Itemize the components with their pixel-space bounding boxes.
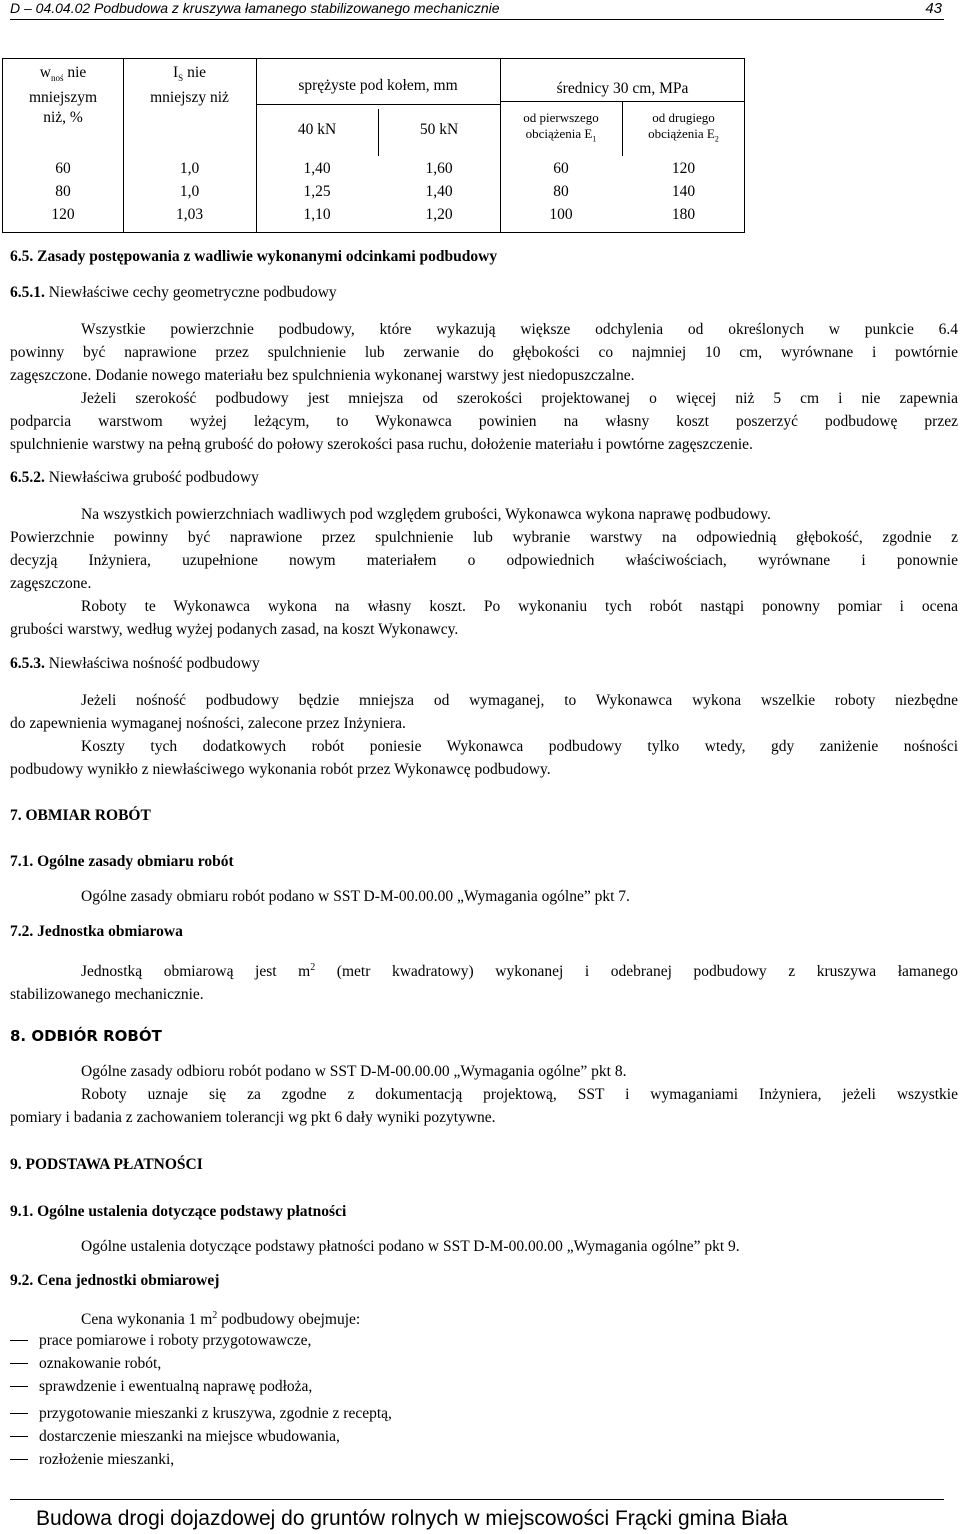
list-item xyxy=(10,1353,161,1375)
subsection-title: Niewłaściwe cechy geometryczne podbudowy xyxy=(44,284,337,301)
running-footer: Budowa drogi dojazdowej do gruntów rolnych w miejscowości Frącki gmina Biała xyxy=(36,1507,788,1530)
table-cell: 60 xyxy=(553,160,569,177)
table-cell: 180 xyxy=(671,206,696,223)
paragraph-line: Roboty uznaje się za zgodne z dokumentacją projektową, SST i wymaganiami Inżyniera, jeżeli wszystkie xyxy=(81,1086,958,1103)
table-cell: 1,40 xyxy=(303,160,331,177)
paragraph: Ogólne ustalenia dotyczące podstawy płatności podano w SST D-M-00.00.00 „Wymagania ogólne” pkt 9. xyxy=(81,1238,740,1255)
table-cell: 80 xyxy=(55,183,71,200)
paragraph-line: Powierzchnie powinny być naprawione przez spulchnienie lub wybranie warstwy na odpowiednią głębokość, zgodnie z xyxy=(10,529,958,546)
text-run: podbudowy obejmuje: xyxy=(217,1311,361,1329)
header-text: od pierwszego xyxy=(523,110,599,125)
table-cell: 1,60 xyxy=(425,160,453,177)
subsection-number: 6.5.1. xyxy=(10,284,45,301)
table-cell: 1,10 xyxy=(303,206,331,223)
table-cell: 140 xyxy=(671,183,696,200)
paragraph xyxy=(10,735,958,781)
header-text: obciążenia E xyxy=(525,126,593,141)
table-cell: 1,40 xyxy=(425,183,453,200)
table-cell: 1,25 xyxy=(303,183,331,200)
header-text: niż, % xyxy=(43,109,83,127)
paragraph-line: Koszty tych dodatkowych robót poniesie Wykonawca podbudowy tylko wtedy, gdy zaniżenie nośności xyxy=(81,738,958,755)
paragraph-line: Ogólne zasady odbioru robót podano w SST D-M-00.00.00 „Wymagania ogólne” pkt 8. xyxy=(81,1063,627,1080)
list-item-text: sprawdzenie i ewentualną naprawę podłoża, xyxy=(39,1378,313,1395)
dash-bullet xyxy=(10,1340,28,1341)
list-item xyxy=(10,1403,392,1425)
subsection-number: 6.5.3. xyxy=(10,655,45,672)
list-item-text: oznakowanie robót, xyxy=(39,1355,162,1372)
paragraph-line: Na wszystkich powierzchniach wadliwych pod względem grubości, Wykonawca wykona naprawę podbudowy. xyxy=(81,506,771,523)
header-srednicy: średnicy 30 cm, MPa xyxy=(556,80,689,97)
dash-bullet xyxy=(10,1386,28,1387)
list-item xyxy=(10,1330,311,1352)
dash-bullet xyxy=(10,1459,28,1460)
table-row-divider xyxy=(256,104,500,105)
section-heading: 6.5. Zasady postępowania z wadliwie wykonanymi odcinkami podbudowy xyxy=(10,248,498,265)
paragraph-line: podbudowy wynikło z niewłaściwego wykonania robót przez Wykonawcę podbudowy. xyxy=(10,761,551,778)
paragraph-line: grubości warstwy, według wyżej podanych zasad, na koszt Wykonawcy. xyxy=(10,621,459,638)
chapter-heading: 8. ODBIÓR ROBÓT xyxy=(10,1027,162,1045)
subsection-heading xyxy=(10,467,259,490)
paragraph-line: spulchnienie warstwy na pełną grubość do połowy szerokości pasa ruchu, dołożenie materiału i powtórne zagęszczenie. xyxy=(10,436,753,453)
text-run: Cena wykonania 1 m xyxy=(81,1311,213,1329)
paragraph-line: decyzją Inżyniera, uzupełnione nowym materiałem o odpowiednich właściwościach, wyrównane i ponownie xyxy=(10,552,958,569)
table-cell: 1,20 xyxy=(425,206,453,223)
paragraph-line: zagęszczone. Dodanie nowego materiału bez spulchnienia wykonanej warstwy jest niedopuszczalne. xyxy=(10,367,635,384)
header-wnos xyxy=(3,63,123,128)
subsection-title: Niewłaściwa nośność podbudowy xyxy=(44,655,260,672)
paragraph xyxy=(10,689,958,735)
paragraph-line: Jeżeli nośność podbudowy będzie mniejsza od wymaganej, to Wykonawca wykona wszelkie roboty niezbędne xyxy=(81,692,958,709)
paragraph-line: Wszystkie powierzchnie podbudowy, które wykazują większe odchylenia od określonych w punkcie 6.4 xyxy=(81,321,958,338)
header-text: mniejszym xyxy=(28,89,98,107)
paragraph-line: pomiary i badania z zachowaniem tolerancji wg pkt 6 dały wyniki pozytywne. xyxy=(10,1109,496,1126)
parameters-table xyxy=(2,58,745,233)
table-cell: 120 xyxy=(51,206,75,223)
table-cell: 80 xyxy=(553,183,569,200)
footer-rule xyxy=(10,1499,944,1500)
page-number: 43 xyxy=(925,0,942,17)
section-heading: 7.1. Ogólne zasady obmiaru robót xyxy=(10,853,234,870)
paragraph-line: Jeżeli szerokość podbudowy jest mniejsza od szerokości projektowanej o więcej niż 5 cm i nie zapewnia xyxy=(81,390,958,407)
text-run: (metr kwadratowy) wykonanej i odebranej podbudowy z kruszywa łamanego xyxy=(315,963,958,981)
paragraph-line: zagęszczone. xyxy=(10,575,92,592)
dash-bullet xyxy=(10,1436,28,1437)
paragraph-line xyxy=(10,956,958,983)
paragraph: Ogólne zasady obmiaru robót podano w SST D-M-00.00.00 „Wymagania ogólne” pkt 7. xyxy=(81,888,630,905)
superscript: 2 xyxy=(310,962,316,973)
dash-bullet xyxy=(10,1363,28,1364)
paragraph-line: powinny być naprawione przez spulchnienie lub zerwanie do głębokości co najmniej 10 cm, wyrównane i powtórnie xyxy=(10,344,958,361)
header-e1 xyxy=(500,110,622,148)
header-rule xyxy=(10,19,944,20)
table-cell: 120 xyxy=(671,160,696,177)
paragraph-line: do zapewnienia wymaganej nośności, zalecone przez Inżyniera. xyxy=(10,715,406,732)
table-cell: 60 xyxy=(55,160,71,177)
list-item-text: przygotowanie mieszanki z kruszywa, zgodnie z receptą, xyxy=(39,1405,392,1422)
header-subscript: S xyxy=(178,73,184,84)
header-40kn: 40 kN xyxy=(297,121,337,138)
paragraph-line: Roboty te Wykonawca wykona na własny koszt. Po wykonaniu tych robót nastąpi ponowny pomiar i ocena xyxy=(81,598,958,615)
paragraph-line: stabilizowanego mechanicznie. xyxy=(10,986,204,1004)
section-heading: 7.2. Jednostka obmiarowa xyxy=(10,923,183,940)
header-text: od drugiego xyxy=(652,110,715,125)
paragraph-line: podparcia warstwom wyżej leżącym, to Wykonawca powinien na własny koszt poszerzyć podbudowę przez xyxy=(10,413,958,430)
header-text: nie xyxy=(63,64,87,81)
running-header: D – 04.04.02 Podbudowa z kruszywa łamanego stabilizowanego mechanicznie xyxy=(10,0,500,16)
paragraph xyxy=(10,318,958,387)
list-item-text: prace pomiarowe i roboty przygotowawcze, xyxy=(39,1332,312,1349)
text-run: Jednostką obmiarową jest m xyxy=(81,963,311,981)
chapter-heading: 7. OBMIAR ROBÓT xyxy=(10,807,151,824)
header-text: nie xyxy=(183,64,206,81)
header-text: w xyxy=(39,64,51,81)
header-e2 xyxy=(622,110,745,148)
header-sprezyste: sprężyste pod kołem, mm xyxy=(298,77,458,94)
header-subscript: noś xyxy=(50,73,64,84)
chapter-heading: 9. PODSTAWA PŁATNOŚCI xyxy=(10,1156,203,1173)
header-50kn: 50 kN xyxy=(419,121,459,138)
table-cell: 100 xyxy=(549,206,573,223)
subsection-title: Niewłaściwa grubość podbudowy xyxy=(44,469,259,486)
header-is xyxy=(123,63,256,108)
subsection-number: 6.5.2. xyxy=(10,469,45,486)
list-item xyxy=(10,1426,340,1448)
header-subscript: 1 xyxy=(592,134,597,144)
list-item xyxy=(10,1376,312,1398)
table-cell: 1,0 xyxy=(179,183,200,200)
list-item-text: dostarczenie mieszanki na miejsce wbudowania, xyxy=(39,1428,340,1445)
table-row-divider xyxy=(500,101,745,102)
section-heading: 9.1. Ogólne ustalenia dotyczące podstawy płatności xyxy=(10,1203,347,1220)
subsection-heading xyxy=(10,653,260,676)
subsection-heading xyxy=(10,282,337,305)
section-heading: 9.2. Cena jednostki obmiarowej xyxy=(10,1272,220,1289)
table-cell: 1,0 xyxy=(179,160,200,177)
list-item xyxy=(10,1449,174,1471)
paragraph xyxy=(10,1060,958,1129)
paragraph xyxy=(10,595,958,641)
header-text: I xyxy=(173,64,179,81)
header-text: obciążenia E xyxy=(648,126,715,141)
paragraph xyxy=(10,503,958,595)
header-subscript: 2 xyxy=(714,134,719,144)
paragraph xyxy=(10,387,958,456)
list-item-text: rozłożenie mieszanki, xyxy=(39,1451,175,1468)
table-cell: 1,03 xyxy=(175,206,204,223)
header-text: mniejszy niż xyxy=(150,89,229,107)
paragraph xyxy=(10,956,958,1006)
superscript: 2 xyxy=(212,1310,218,1321)
paragraph xyxy=(81,1305,360,1332)
dash-bullet xyxy=(10,1413,28,1414)
